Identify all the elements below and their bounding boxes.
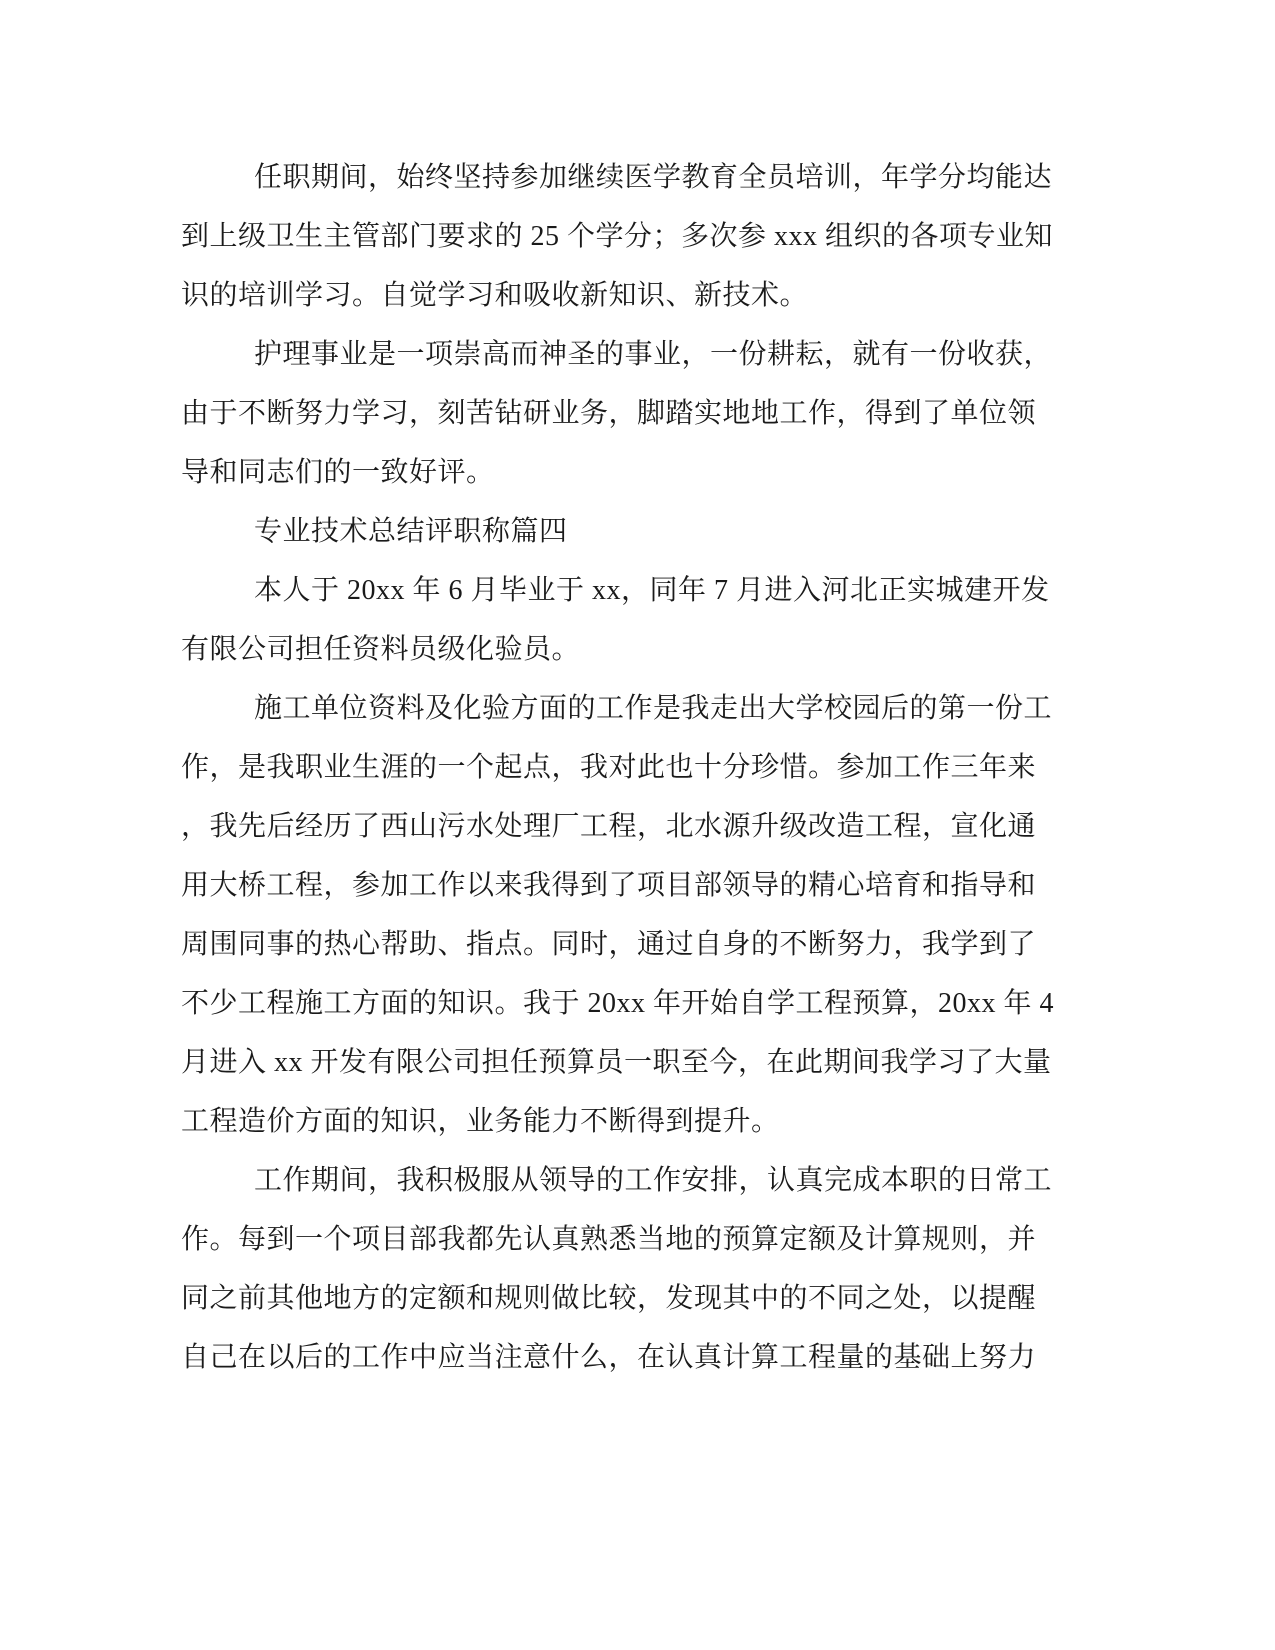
paragraph-line: 任职期间，始终坚持参加继续医学教育全员培训，年学分均能达 [254,162,1053,193]
paragraph-line: 识的培训学习。自觉学习和吸收新知识、新技术。 [181,280,809,311]
section-heading: 专业技术总结评职称篇四 [254,516,568,547]
paragraph-line: 作，是我职业生涯的一个起点，我对此也十分珍惜。参加工作三年来 [181,752,1037,783]
paragraph-line: 用大桥工程，参加工作以来我得到了项目部领导的精心培育和指导和 [181,870,1037,901]
paragraph-line: 本人于 20xx 年 6 月毕业于 xx，同年 7 月进入河北正实城建开发 [254,575,1050,606]
paragraph-line: 不少工程施工方面的知识。我于 20xx 年开始自学工程预算，20xx 年 4 [181,988,1055,1019]
paragraph-line: 由于不断努力学习，刻苦钻研业务，脚踏实地地工作，得到了单位领 [181,398,1037,429]
paragraph-line: 有限公司担任资料员级化验员。 [181,634,581,665]
paragraph-line: 到上级卫生主管部门要求的 25 个学分；多次参 xxx 组织的各项专业知 [181,221,1054,252]
paragraph-line: 工程造价方面的知识，业务能力不断得到提升。 [181,1106,780,1137]
paragraph-line: 月进入 xx 开发有限公司担任预算员一职至今，在此期间我学习了大量 [181,1047,1052,1078]
paragraph-line: 自己在以后的工作中应当注意什么，在认真计算工程量的基础上努力 [181,1342,1037,1373]
paragraph-line: 工作期间，我积极服从领导的工作安排，认真完成本职的日常工 [254,1165,1053,1196]
paragraph-line: 护理事业是一项崇高而神圣的事业，一份耕耘，就有一份收获， [254,339,1053,370]
paragraph-line: 施工单位资料及化验方面的工作是我走出大学校园后的第一份工 [254,693,1053,724]
paragraph-line: 导和同志们的一致好评。 [181,457,495,488]
paragraph-line: 同之前其他地方的定额和规则做比较，发现其中的不同之处，以提醒 [181,1283,1037,1314]
paragraph-line: 作。每到一个项目部我都先认真熟悉当地的预算定额及计算规则，并 [181,1224,1037,1255]
paragraph-line: ，我先后经历了西山污水处理厂工程，北水源升级改造工程，宣化通 [181,811,1037,842]
paragraph-line: 周围同事的热心帮助、指点。同时，通过自身的不断努力，我学到了 [181,929,1037,960]
